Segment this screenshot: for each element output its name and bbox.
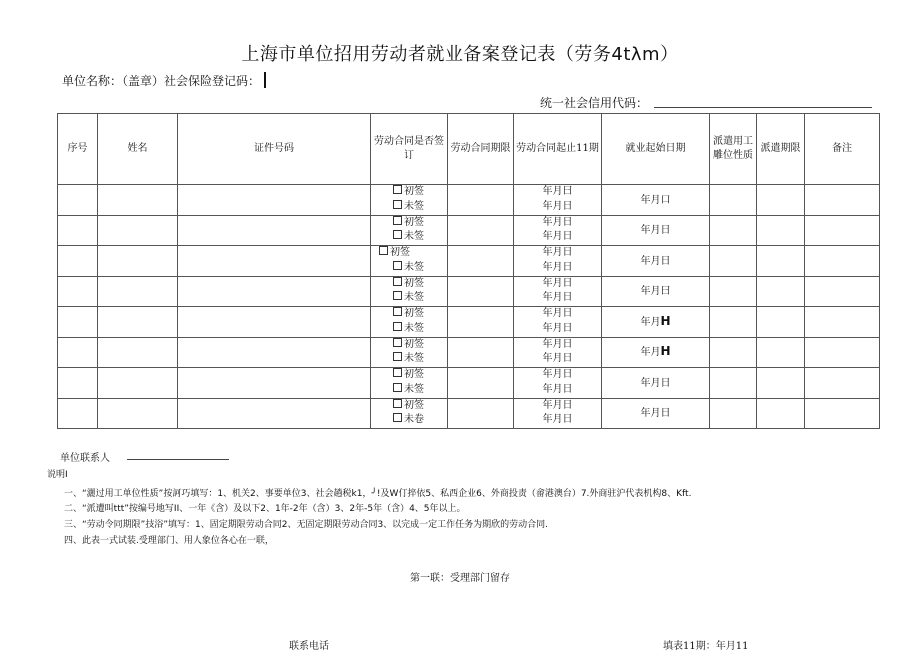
checkbox-icon[interactable] [379, 246, 388, 255]
option-not-signed[interactable] [371, 322, 447, 337]
header-cell: 姓名 [98, 114, 178, 185]
start-date-text: 年月日 [640, 255, 671, 267]
option-not-signed[interactable] [371, 230, 447, 245]
id-number-cell[interactable] [178, 276, 371, 307]
remarks-cell[interactable] [805, 368, 880, 399]
start-date-mark: H [660, 313, 671, 328]
table-row [58, 215, 880, 246]
text-cursor [264, 72, 266, 88]
dispatch-term-cell[interactable] [757, 215, 805, 246]
period-end: 年月日 [542, 322, 573, 334]
id-number-cell[interactable] [178, 398, 371, 429]
dispatch-nature-cell[interactable] [710, 307, 757, 338]
option-label: 未签 [404, 231, 424, 243]
contract-signed-cell [371, 246, 448, 277]
remarks-cell[interactable] [805, 185, 880, 216]
serial-cell[interactable] [58, 276, 98, 307]
contract-period-cell [514, 246, 602, 277]
contact-person-label: 单位联系人 [60, 453, 110, 464]
option-label: 初签 [404, 338, 424, 350]
header-cell: 就业起始日期 [602, 114, 710, 185]
copy-note: 第一联：受理部门留存 [410, 573, 510, 584]
option-first-sign[interactable] [371, 399, 447, 414]
contract-term-cell[interactable] [448, 398, 514, 429]
contract-period-cell [514, 307, 602, 338]
header-cell: 派遣用工雕位性质 [710, 114, 757, 185]
period-start: 年月日 [542, 308, 573, 320]
contract-term-cell[interactable] [448, 307, 514, 338]
table-row [58, 398, 880, 429]
option-first-sign[interactable] [371, 277, 447, 292]
contract-period-cell [514, 276, 602, 307]
id-number-cell[interactable] [178, 215, 371, 246]
start-date-text: 年月 [640, 347, 661, 359]
header-cell: 劳动合同起止11期 [514, 114, 602, 185]
option-label: 未卷 [404, 414, 424, 426]
option-label: 初签 [404, 399, 424, 411]
option-not-signed[interactable] [371, 413, 447, 428]
contract-term-cell[interactable] [448, 337, 514, 368]
start-date-text: 年月曰 [640, 286, 671, 298]
checkbox-icon[interactable] [393, 383, 402, 392]
contract-period-cell [514, 398, 602, 429]
period-end: 年月日 [542, 383, 573, 395]
contract-signed-cell [371, 368, 448, 399]
dispatch-nature-cell[interactable] [710, 368, 757, 399]
remarks-cell[interactable] [805, 307, 880, 338]
registration-table [57, 113, 880, 429]
table-row [58, 307, 880, 338]
contract-period-cell [514, 185, 602, 216]
option-label: 初签 [390, 247, 410, 259]
option-first-sign[interactable] [371, 307, 447, 322]
contract-signed-cell [371, 276, 448, 307]
remarks-cell[interactable] [805, 276, 880, 307]
option-first-sign[interactable] [371, 368, 447, 383]
option-label: 初签 [404, 369, 424, 381]
employment-start-cell [602, 276, 710, 307]
header-cell: 派遣期限 [757, 114, 805, 185]
checkbox-icon[interactable] [393, 338, 402, 347]
contact-phone-label: 联系电话 [289, 641, 329, 652]
note-item: 四、此表一式试装.受理部门、用人象位各心在一联， [64, 536, 274, 546]
checkbox-icon[interactable] [393, 277, 402, 286]
checkbox-icon[interactable] [393, 399, 402, 408]
contract-signed-cell [371, 185, 448, 216]
period-start: 年月曰 [542, 186, 573, 198]
notes-title: 说明I [47, 470, 68, 480]
employment-start-cell [602, 368, 710, 399]
employment-start-cell [602, 398, 710, 429]
checkbox-icon[interactable] [393, 261, 402, 270]
header-cell: 序号 [58, 114, 98, 185]
dispatch-term-cell[interactable] [757, 185, 805, 216]
option-label: 初签 [404, 308, 424, 320]
id-number-cell[interactable] [178, 246, 371, 277]
checkbox-icon[interactable] [393, 368, 402, 377]
contract-signed-cell [371, 307, 448, 338]
dispatch-term-cell[interactable] [757, 398, 805, 429]
option-first-sign[interactable] [371, 246, 447, 261]
period-end: 年月日 [542, 261, 573, 273]
option-first-sign[interactable] [371, 185, 447, 200]
contract-signed-cell [371, 215, 448, 246]
credit-code-label: 统一社会信用代码： [540, 96, 649, 110]
contract-term-cell[interactable] [448, 246, 514, 277]
dispatch-term-cell[interactable] [757, 337, 805, 368]
table-header-row [58, 114, 880, 185]
unit-name-line [62, 72, 266, 89]
option-not-signed[interactable] [371, 352, 447, 367]
checkbox-icon[interactable] [393, 216, 402, 225]
table-row [58, 246, 880, 277]
table-row [58, 337, 880, 368]
dispatch-nature-cell[interactable] [710, 276, 757, 307]
dispatch-term-cell[interactable] [757, 368, 805, 399]
serial-cell[interactable] [58, 368, 98, 399]
employment-start-cell [602, 185, 710, 216]
period-start: 年月日 [542, 247, 573, 259]
period-end: 年月日 [542, 231, 573, 243]
serial-cell[interactable] [58, 215, 98, 246]
name-cell[interactable] [98, 215, 178, 246]
period-start: 年月日 [542, 399, 573, 411]
credit-code-underline [654, 107, 872, 108]
dispatch-nature-cell[interactable] [710, 246, 757, 277]
dispatch-term-cell[interactable] [757, 246, 805, 277]
period-end: 年月日 [542, 292, 573, 304]
header-cell: 备注 [805, 114, 880, 185]
id-number-cell[interactable] [178, 368, 371, 399]
period-end: 年月日 [542, 353, 573, 365]
period-start: 年月日 [542, 369, 573, 381]
dispatch-nature-cell[interactable] [710, 185, 757, 216]
name-cell[interactable] [98, 246, 178, 277]
remarks-cell[interactable] [805, 246, 880, 277]
period-start: 年月日 [542, 277, 573, 289]
option-not-signed[interactable] [371, 200, 447, 215]
start-date-mark: H [660, 344, 671, 359]
contract-signed-cell [371, 337, 448, 368]
remarks-cell[interactable] [805, 337, 880, 368]
start-date-text: 年月 [640, 316, 661, 328]
checkbox-icon[interactable] [393, 185, 402, 194]
id-number-cell[interactable] [178, 185, 371, 216]
checkbox-icon[interactable] [393, 291, 402, 300]
checkbox-icon[interactable] [393, 230, 402, 239]
option-label: 初签 [404, 186, 424, 198]
name-cell[interactable] [98, 276, 178, 307]
contract-term-cell[interactable] [448, 276, 514, 307]
checkbox-icon[interactable] [393, 322, 402, 331]
note-item: 二、“派遭叫ttt”按编号地写II、一年《含）及以下2、1年-2年（含）3、2年-5年（含）4、5年以上。 [64, 504, 466, 514]
serial-cell[interactable] [58, 337, 98, 368]
dispatch-nature-cell[interactable] [710, 215, 757, 246]
contract-period-cell [514, 368, 602, 399]
option-first-sign[interactable] [371, 338, 447, 353]
employment-start-cell [602, 337, 710, 368]
checkbox-icon[interactable] [393, 352, 402, 361]
option-label: 未签 [404, 383, 424, 395]
option-not-signed[interactable] [371, 383, 447, 398]
period-end: 年月日 [542, 200, 573, 212]
name-cell[interactable] [98, 185, 178, 216]
option-not-signed[interactable] [371, 291, 447, 306]
table-row [58, 276, 880, 307]
fill-date-label: 填表11期：年月11 [663, 641, 749, 652]
option-first-sign[interactable] [371, 216, 447, 231]
period-start: 年月日 [542, 216, 573, 228]
remarks-cell[interactable] [805, 398, 880, 429]
option-label: 未签 [404, 322, 424, 334]
contract-term-cell[interactable] [448, 215, 514, 246]
serial-cell[interactable] [58, 246, 98, 277]
option-label: 未签 [404, 200, 424, 212]
dispatch-term-cell[interactable] [757, 307, 805, 338]
start-date-text: 年月日 [640, 408, 671, 420]
name-cell[interactable] [98, 337, 178, 368]
unit-name-label: 单位名称：（盖章）社会保险登记码： [62, 74, 261, 88]
header-cell: 劳动合同期限 [448, 114, 514, 185]
note-item: 三、“劳动令同期限”技浴”填写：1、固定期限劳动合同2、无固定期限劳动合同3、以完成一定工作任务为期欣的劳动合同. [64, 520, 549, 530]
start-date-text: 年月口 [640, 194, 671, 206]
checkbox-icon[interactable] [393, 200, 402, 209]
start-date-text: 年月日 [640, 377, 671, 389]
contract-term-cell[interactable] [448, 185, 514, 216]
table-row [58, 368, 880, 399]
header-cell: 劳动合同是否签订 [371, 114, 448, 185]
header-cell: 证件号码 [178, 114, 371, 185]
option-label: 初签 [404, 216, 424, 228]
period-start: 年月日 [542, 338, 573, 350]
dispatch-nature-cell[interactable] [710, 398, 757, 429]
contract-term-cell[interactable] [448, 368, 514, 399]
remarks-cell[interactable] [805, 215, 880, 246]
dispatch-term-cell[interactable] [757, 276, 805, 307]
employment-start-cell [602, 246, 710, 277]
serial-cell[interactable] [58, 185, 98, 216]
start-date-text: 年月日 [640, 225, 671, 237]
name-cell[interactable] [98, 368, 178, 399]
option-label: 未签 [404, 292, 424, 304]
employment-start-cell [602, 215, 710, 246]
name-cell[interactable] [98, 398, 178, 429]
serial-cell[interactable] [58, 307, 98, 338]
option-not-signed[interactable] [371, 261, 447, 276]
dispatch-nature-cell[interactable] [710, 337, 757, 368]
name-cell[interactable] [98, 307, 178, 338]
contract-period-cell [514, 215, 602, 246]
form-title: 上海市单位招用劳动者就业备案登记表（劳务4tλm） [241, 44, 679, 65]
id-number-cell[interactable] [178, 337, 371, 368]
employment-start-cell [602, 307, 710, 338]
option-label: 未签 [404, 353, 424, 365]
checkbox-icon[interactable] [393, 413, 402, 422]
contract-period-cell [514, 337, 602, 368]
period-end: 年月日 [542, 414, 573, 426]
note-item: 一、“灑过用工单位性质”按訶巧填写：1、机关2、事要单位3、社会趟税k1，╯!及W仃捽依5、私西企业6、外商投责（畲港澳台）7.外商驻沪代表机构8、Kft. [64, 489, 692, 499]
table-row [58, 185, 880, 216]
id-number-cell[interactable] [178, 307, 371, 338]
contract-signed-cell [371, 398, 448, 429]
checkbox-icon[interactable] [393, 307, 402, 316]
contact-person-underline [127, 459, 229, 460]
option-label: 初签 [404, 277, 424, 289]
serial-cell[interactable] [58, 398, 98, 429]
option-label: 未签 [404, 261, 424, 273]
